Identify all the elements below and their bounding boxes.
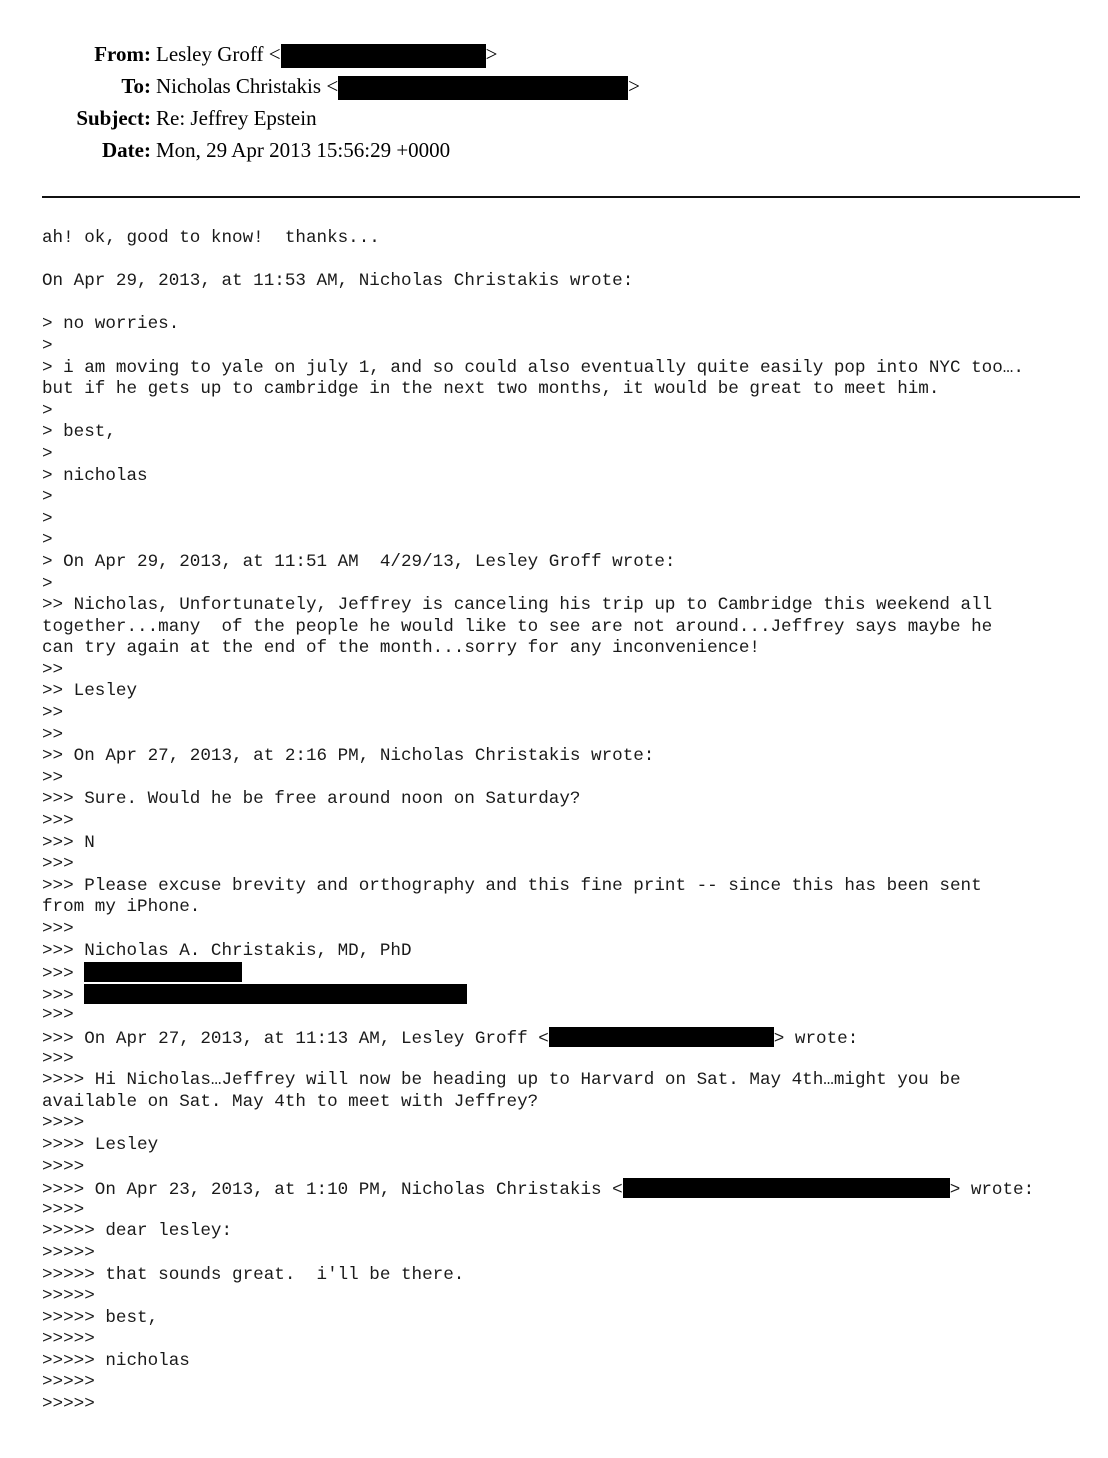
quote-prefix: >>> xyxy=(42,985,85,1006)
body-line: >>>>> nicholas xyxy=(42,1350,190,1371)
body-line: >>>> xyxy=(42,1156,85,1177)
blank-line xyxy=(42,250,1102,272)
body-line: >>>>> xyxy=(42,1286,95,1307)
from-value: Lesley Groff < > xyxy=(156,38,497,70)
body-line: >> On Apr 27, 2013, at 2:16 PM, Nicholas Christakis wrote: xyxy=(42,746,655,767)
date-label: Date: xyxy=(102,138,151,162)
quote-text: > wrote: xyxy=(773,1028,859,1049)
body-line: >> xyxy=(42,659,64,680)
redaction-box xyxy=(338,76,628,100)
body-line: >>>>> xyxy=(42,1372,95,1393)
quote-text: >>>> On Apr 23, 2013, at 1:10 PM, Nicholas Christakis < xyxy=(42,1180,623,1201)
body-line: On Apr 29, 2013, at 11:53 AM, Nicholas Christakis wrote: xyxy=(42,271,634,292)
body-line: > On Apr 29, 2013, at 11:51 AM 4/29/13, Lesley Groff wrote: xyxy=(42,551,676,572)
blank-line xyxy=(42,293,1102,315)
body-line: > no worries. xyxy=(42,314,180,335)
body-line: from my iPhone. xyxy=(42,897,201,918)
body-line: > nicholas xyxy=(42,465,148,486)
body-line: >>> Please excuse brevity and orthography and this fine print -- since this has been sent xyxy=(42,875,982,896)
redaction-box xyxy=(84,984,467,1004)
quote-text: > wrote: xyxy=(949,1180,1035,1201)
body-line: ah! ok, good to know! thanks... xyxy=(42,228,380,248)
body-line: >> xyxy=(42,724,64,745)
body-line: >>> xyxy=(42,854,74,875)
subject-value: Re: Jeffrey Epstein xyxy=(156,106,317,130)
body-line: >>>>> xyxy=(42,1329,95,1350)
body-line: > xyxy=(42,573,53,594)
body-line: >> Nicholas, Unfortunately, Jeffrey is canceling his trip up to Cambridge this weekend all xyxy=(42,595,993,616)
body-line: > i am moving to yale on july 1, and so could also eventually quite easily pop into NYC too…. xyxy=(42,357,1024,378)
quote-text: >>> On Apr 27, 2013, at 11:13 AM, Lesley Groff < xyxy=(42,1028,549,1049)
body-line: >>>>> dear lesley: xyxy=(42,1221,233,1242)
redaction-box xyxy=(549,1027,774,1047)
subject-label: Subject: xyxy=(76,106,151,130)
body-line: > best, xyxy=(42,422,116,443)
from-label: From: xyxy=(94,42,151,66)
body-line-redacted xyxy=(42,1178,1102,1200)
body-line-redacted xyxy=(42,962,1102,984)
to-row xyxy=(0,70,1108,102)
body-line-redacted xyxy=(42,984,1102,1006)
to-label: To: xyxy=(121,74,151,98)
date-row xyxy=(0,134,1108,166)
body-line: but if he gets up to cambridge in the next two months, it would be great to meet him. xyxy=(42,379,940,400)
body-line: >>>>> xyxy=(42,1242,95,1263)
subject-row xyxy=(0,102,1108,134)
body-line: >>>>> xyxy=(42,1394,95,1415)
body-line: >>>> xyxy=(42,1199,85,1220)
body-line: > xyxy=(42,508,53,529)
body-line: >>> xyxy=(42,919,74,939)
date-value: Mon, 29 Apr 2013 15:56:29 +0000 xyxy=(156,138,451,162)
body-line: >>>> Lesley xyxy=(42,1134,159,1155)
quote-prefix: >>> xyxy=(42,964,85,985)
body-line: >> xyxy=(42,767,64,788)
body-line: >>>>> best, xyxy=(42,1307,159,1328)
body-line: >> xyxy=(42,703,64,724)
body-line: >>>> xyxy=(42,1113,85,1134)
body-line: > xyxy=(42,443,53,464)
body-line: >>> xyxy=(42,1005,74,1026)
body-line: >> Lesley xyxy=(42,681,138,702)
body-line: >>> xyxy=(42,811,74,832)
redaction-box xyxy=(84,962,242,982)
body-line: >>> Sure. Would he be free around noon on Saturday? xyxy=(42,789,581,810)
body-line: > xyxy=(42,335,53,356)
header-divider xyxy=(42,196,1080,198)
body-line: >>> N xyxy=(42,832,95,853)
body-line: > xyxy=(42,400,53,421)
body-line: >>>> Hi Nicholas…Jeffrey will now be heading up to Harvard on Sat. May 4th…might you be xyxy=(42,1070,961,1091)
redaction-box xyxy=(281,44,486,68)
to-name: Nicholas Christakis xyxy=(156,74,322,98)
body-line: can try again at the end of the month...sorry for any inconvenience! xyxy=(42,638,760,659)
body-line: available on Sat. May 4th to meet with Jeffrey? xyxy=(42,1091,539,1112)
body-line: >>> xyxy=(42,1048,74,1069)
body-line: > xyxy=(42,530,53,551)
body-line: together...many of the people he would like to see are not around...Jeffrey says maybe he xyxy=(42,616,993,637)
body-line: >>>>> that sounds great. i'll be there. xyxy=(42,1264,465,1285)
redaction-box xyxy=(623,1178,950,1198)
from-name: Lesley Groff xyxy=(156,42,264,66)
from-row xyxy=(0,38,1108,70)
email-header xyxy=(0,38,1108,166)
body-line: >>> Nicholas A. Christakis, MD, PhD xyxy=(42,940,412,961)
to-value: Nicholas Christakis < > xyxy=(156,70,640,102)
body-line-redacted xyxy=(42,1027,1102,1049)
email-body xyxy=(42,228,1102,1416)
body-line: > xyxy=(42,487,53,508)
